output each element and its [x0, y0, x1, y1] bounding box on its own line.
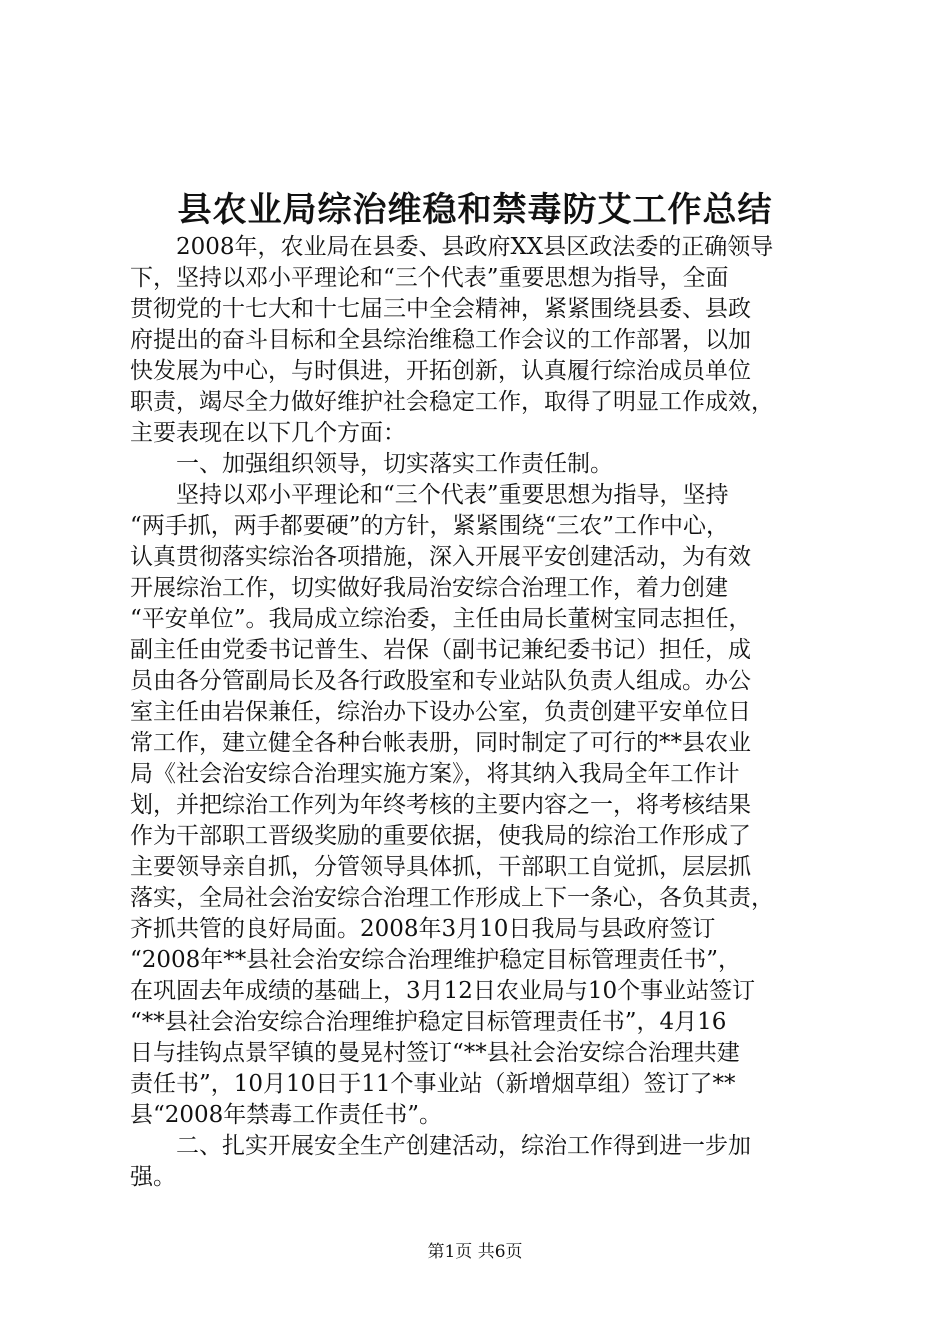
body-line: 主要领导亲自抓，分管领导具体抓，干部职工自觉抓，层层抓	[130, 854, 751, 880]
body-line: 日与挂钩点景罕镇的曼晃村签订“**县社会治安综合治理共建	[130, 1040, 740, 1066]
body-line: 员由各分管副局长及各行政股室和专业站队负责人组成。办公	[130, 668, 751, 694]
body-line: 快发展为中心，与时俱进，开拓创新，认真履行综治成员单位	[130, 358, 751, 384]
body-line: 2008年，农业局在县委、县政府XX县区政法委的正确领导	[130, 234, 774, 260]
body-line: 县“2008年禁毒工作责任书”。	[130, 1102, 443, 1128]
body-line: 在巩固去年成绩的基础上，3月12日农业局与10个事业站签订	[130, 978, 756, 1004]
body-line: “两手抓，两手都要硬”的方针，紧紧围绕“三农”工作中心，	[130, 513, 730, 539]
body-line: “平安单位”。我局成立综治委，主任由局长董树宝同志担任，	[130, 606, 752, 632]
body-line: 府提出的奋斗目标和全县综治维稳工作会议的工作部署，以加	[130, 327, 751, 353]
body-line: 坚持以邓小平理论和“三个代表”重要思想为指导，坚持	[130, 482, 729, 508]
body-line: “**县社会治安综合治理维护稳定目标管理责任书”，4月16	[130, 1009, 727, 1035]
page-footer: 第1页 共6页	[427, 1242, 523, 1262]
body-line: 二、扎实开展安全生产创建活动，综治工作得到进一步加	[130, 1133, 751, 1159]
body-line: 副主任由党委书记普生、岩保（副书记兼纪委书记）担任，成	[130, 637, 751, 663]
body-line: 局《社会治安综合治理实施方案》，将其纳入我局全年工作计	[130, 761, 740, 787]
document-title: 县农业局综治维稳和禁毒防艾工作总结	[177, 190, 773, 230]
body-line: 贯彻党的十七大和十七届三中全会精神，紧紧围绕县委、县政	[130, 296, 751, 322]
body-line: 划，并把综治工作列为年终考核的主要内容之一，将考核结果	[130, 792, 751, 818]
body-line: 职责，竭尽全力做好维护社会稳定工作，取得了明显工作成效，	[130, 389, 774, 415]
body-line: 主要表现在以下几个方面：	[130, 420, 406, 446]
body-line: “2008年**县社会治安综合治理维护稳定目标管理责任书”，	[130, 947, 742, 973]
body-line: 室主任由岩保兼任，综治办下设办公室，负责创建平安单位日	[130, 699, 751, 725]
body-line: 作为干部职工晋级奖励的重要依据，使我局的综治工作形成了	[130, 823, 751, 849]
body-line: 齐抓共管的良好局面。2008年3月10日我局与县政府签订	[130, 916, 716, 942]
body-line: 开展综治工作，切实做好我局治安综合治理工作，着力创建	[130, 575, 728, 601]
body-line: 强。	[130, 1164, 176, 1190]
section-heading: 一、加强组织领导，切实落实工作责任制。	[130, 451, 613, 477]
body-line: 落实，全局社会治安综合治理工作形成上下一条心，各负其责，	[130, 885, 774, 911]
body-line: 下，坚持以邓小平理论和“三个代表”重要思想为指导，全面	[130, 265, 729, 291]
body-line: 责任书”，10月10日于11个事业站（新增烟草组）签订了**	[130, 1071, 736, 1097]
body-line: 认真贯彻落实综治各项措施，深入开展平安创建活动，为有效	[130, 544, 751, 570]
body-line: 常工作，建立健全各种台帐表册，同时制定了可行的**县农业	[130, 730, 751, 756]
